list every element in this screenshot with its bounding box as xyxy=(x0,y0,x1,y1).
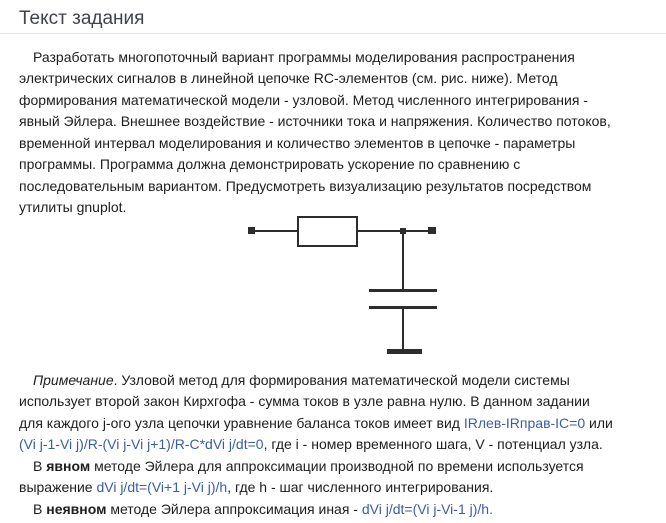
text-run-formula: dVi j/dt=(Vi j-Vi-1 j)/h. xyxy=(361,500,493,517)
page-title: Текст задания xyxy=(19,8,145,29)
text-run: утилиты gnuplot. xyxy=(19,199,127,216)
text-run: методе Эйлера аппроксимация иная - xyxy=(106,500,362,517)
text-run: или xyxy=(585,414,613,431)
text-run: , где i - номер временного шага, V - потенциал узла. xyxy=(263,436,603,453)
text-run: , где h - шаг численного интегрирования. xyxy=(227,479,494,496)
resistor-icon xyxy=(297,216,358,247)
text-run: явный Эйлера. Внешнее воздействие - источники тока и напряжения. Количество потоков, xyxy=(19,113,611,130)
text-line xyxy=(19,90,652,111)
text-run: методе Эйлера для аппроксимации производной по времени используется xyxy=(90,457,584,474)
wire-input xyxy=(253,230,297,232)
text-run-bold: явном xyxy=(46,457,91,474)
text-run: выражение xyxy=(19,479,97,496)
page-header xyxy=(0,0,666,34)
text-line xyxy=(19,499,652,520)
text-line xyxy=(19,111,652,132)
text-run-formula: IRлев-IRправ-IC=0 xyxy=(463,414,586,431)
rc-circuit-diagram xyxy=(0,215,666,357)
ground-icon xyxy=(387,349,422,354)
text-line xyxy=(19,391,652,412)
text-run-formula: (Vi j-1-Vi j)/R-(Vi j-Vi j+1)/R-C*dVi j/dt=0 xyxy=(19,436,264,453)
text-line xyxy=(19,154,652,175)
text-run: . Узловой метод для формирования математической модели системы xyxy=(113,372,570,388)
wire-capacitor-top xyxy=(402,231,404,291)
text-line xyxy=(19,68,652,89)
text-line xyxy=(19,413,652,434)
text-line xyxy=(19,133,652,154)
output-terminal-icon xyxy=(428,227,436,234)
wire-capacitor-bottom xyxy=(402,309,404,351)
text-run-formula: dVi j/dt=(Vi+1 j-Vi j)/h xyxy=(96,479,228,496)
text-run: временной интервал моделирования и количество элементов в цепочке - параметры xyxy=(19,134,576,151)
text-run: использует второй закон Кирхгофа - сумма токов в узле равна нулю. В данном задании xyxy=(19,393,590,410)
text-run: В xyxy=(33,457,47,474)
text-run: электрических сигналов в линейной цепочке RC-элементов (см. рис. ниже). Метод xyxy=(19,70,558,87)
text-run: последовательным вариантом. Предусмотреть визуализацию результатов посредством xyxy=(19,177,592,194)
text-line xyxy=(19,176,652,197)
text-line xyxy=(19,477,652,498)
task-description-paragraph xyxy=(19,47,652,219)
text-run-bold: неявном xyxy=(46,500,107,517)
text-line xyxy=(19,47,652,68)
text-run: для каждого j-ого узла цепочки уравнение баланса токов имеет вид xyxy=(19,414,464,431)
text-run: Разработать многопоточный вариант программы моделирования распространения xyxy=(33,49,575,65)
capacitor-top-plate-icon xyxy=(369,289,437,292)
note-paragraph xyxy=(19,370,652,520)
text-line xyxy=(19,434,652,455)
text-run: формирования математической модели - узловой. Метод численного интегрирования - xyxy=(19,91,588,108)
text-run: программы. Программа должна демонстрировать ускорение по сравнению с xyxy=(19,156,521,173)
text-line xyxy=(19,456,652,477)
text-run-italic: Примечание xyxy=(33,372,114,388)
text-run: В xyxy=(33,500,47,517)
text-line xyxy=(19,370,652,391)
wire-output xyxy=(358,230,432,232)
